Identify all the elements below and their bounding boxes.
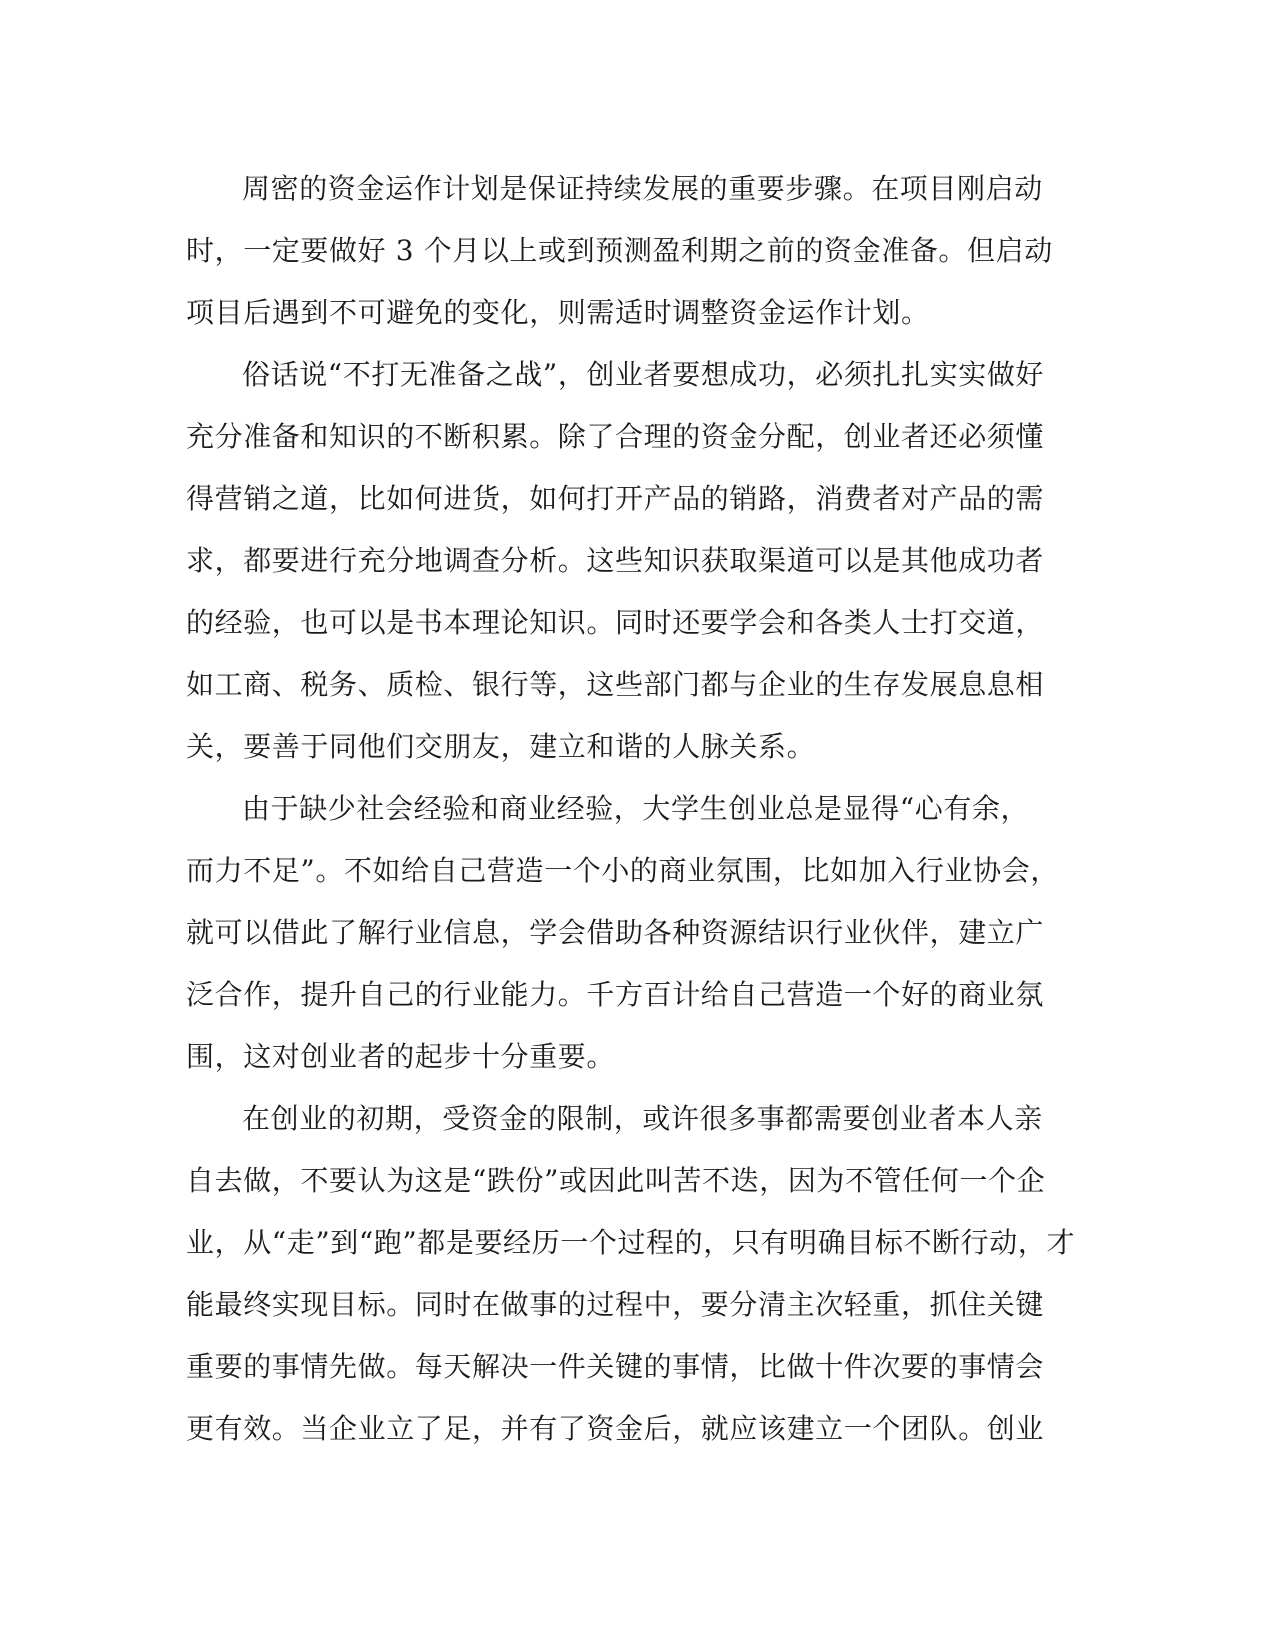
text-line: 如工商、税务、质检、银行等，这些部门都与企业的生存发展息息相 bbox=[186, 668, 1045, 701]
body-text bbox=[186, 158, 1076, 1460]
text-line: 项目后遇到不可避免的变化，则需适时调整资金运作计划。 bbox=[186, 296, 930, 329]
paragraph-2 bbox=[186, 344, 1066, 778]
text-line: 由于缺少社会经验和商业经验，大学生创业总是显得“心有余， bbox=[242, 792, 1030, 825]
text-line: 的经验，也可以是书本理论知识。同时还要学会和各类人士打交道， bbox=[186, 606, 1045, 639]
text-line: 围，这对创业者的起步十分重要。 bbox=[186, 1040, 616, 1073]
text-line: 自去做，不要认为这是“跌份”或因此叫苦不迭，因为不管任何一个企 bbox=[186, 1164, 1046, 1197]
text-line: 重要的事情先做。每天解决一件关键的事情，比做十件次要的事情会 bbox=[186, 1350, 1045, 1383]
text-line: 俗话说“不打无准备之战”，创业者要想成功，必须扎扎实实做好 bbox=[242, 358, 1045, 391]
text-line: 关，要善于同他们交朋友，建立和谐的人脉关系。 bbox=[186, 730, 816, 763]
text-line: 泛合作，提升自己的行业能力。千方百计给自己营造一个好的商业氛 bbox=[186, 978, 1045, 1011]
text-line: 而力不足”。不如给自己营造一个小的商业氛围，比如加入行业协会， bbox=[186, 854, 1059, 887]
paragraph-4 bbox=[186, 1088, 1076, 1460]
text-line: 在创业的初期，受资金的限制，或许很多事都需要创业者本人亲 bbox=[242, 1102, 1043, 1135]
text-line: 时，一定要做好 3 个月以上或到预测盈利期之前的资金准备。但启动 bbox=[186, 234, 1053, 267]
text-line: 得营销之道，比如何进货，如何打开产品的销路，消费者对产品的需 bbox=[186, 482, 1045, 515]
text-line: 就可以借此了解行业信息，学会借助各种资源结识行业伙伴，建立广 bbox=[186, 916, 1045, 949]
text-line: 更有效。当企业立了足，并有了资金后，就应该建立一个团队。创业 bbox=[186, 1412, 1045, 1445]
text-line: 周密的资金运作计划是保证持续发展的重要步骤。在项目刚启动 bbox=[242, 172, 1043, 205]
text-line: 求，都要进行充分地调查分析。这些知识获取渠道可以是其他成功者 bbox=[186, 544, 1045, 577]
text-line: 充分准备和知识的不断积累。除了合理的资金分配，创业者还必须懂 bbox=[186, 420, 1045, 453]
text-line: 业，从“走”到“跑”都是要经历一个过程的，只有明确目标不断行动，才 bbox=[186, 1226, 1076, 1259]
paragraph-1 bbox=[186, 158, 1066, 344]
paragraph-3 bbox=[186, 778, 1066, 1088]
text-line: 能最终实现目标。同时在做事的过程中，要分清主次轻重，抓住关键 bbox=[186, 1288, 1045, 1321]
